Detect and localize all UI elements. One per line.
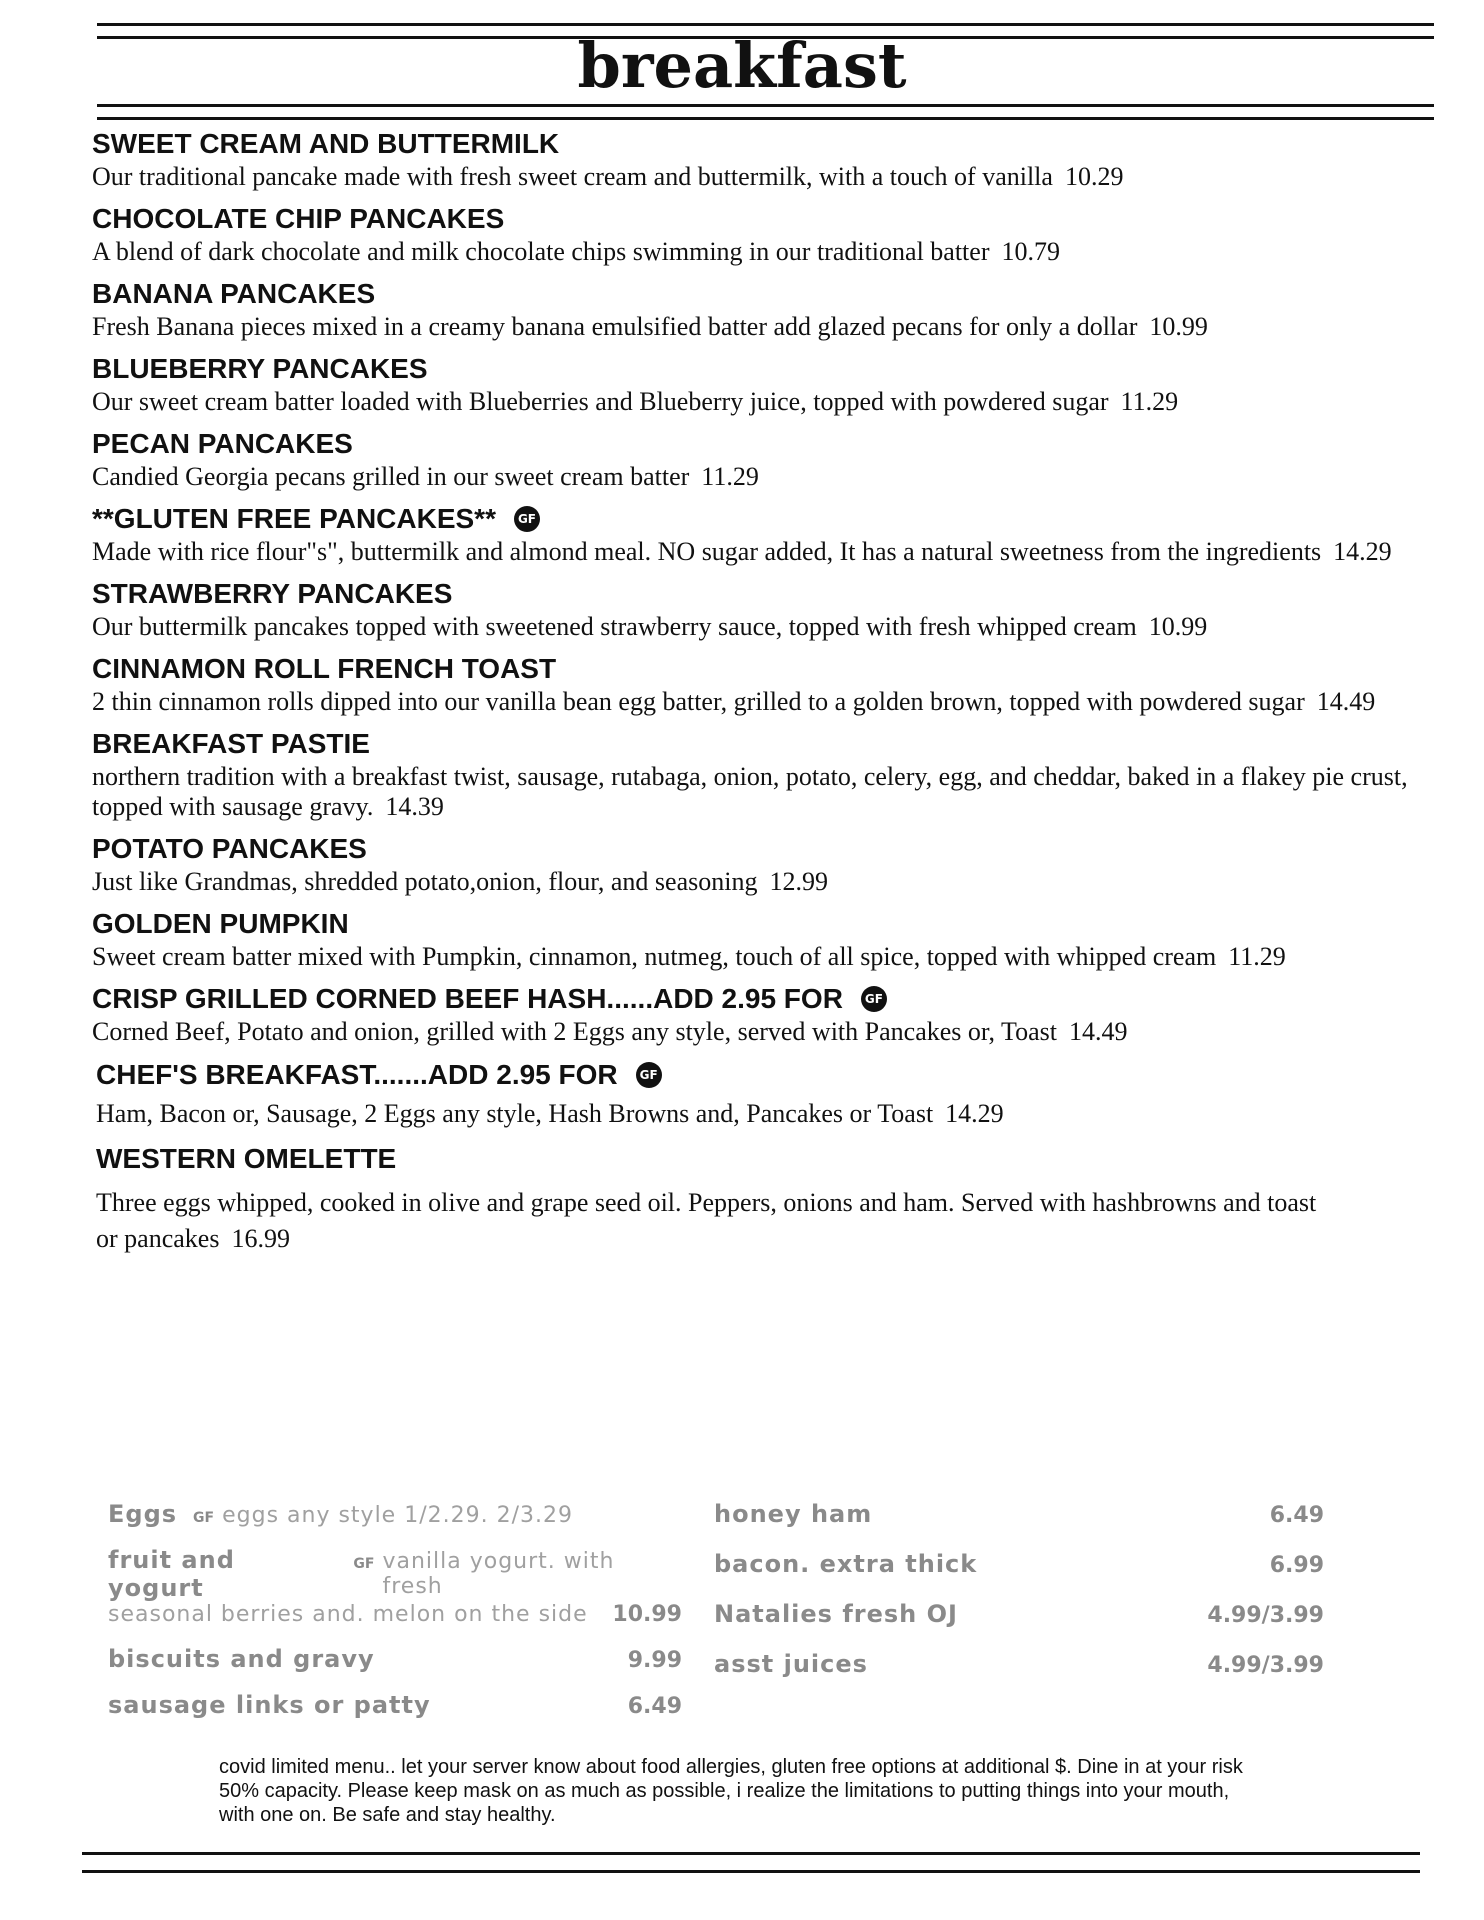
item-description: Three eggs whipped, cooked in olive and grape seed oil. Peppers, onions and ham. Served with hashbrowns and toast or pancakes 16.99 [96,1188,1317,1253]
menu-item [92,726,1422,822]
item-description: Our buttermilk pancakes topped with sweetened strawberry sauce, topped with fresh whipped cream 10.99 [92,612,1208,641]
sides-right-column [714,1500,1384,1700]
item-price: 16.99 [231,1224,290,1253]
side-price: 10.99 [612,1602,682,1627]
gluten-free-mark: GF [353,1556,375,1572]
item-price: 11.29 [1120,387,1179,416]
side-price: 6.49 [627,1694,682,1719]
side-price: 6.49 [1269,1503,1324,1528]
item-description: Our sweet cream batter loaded with Blueberries and Blueberry juice, topped with powdered sugar 11.29 [92,387,1179,416]
item-price: 14.29 [1333,537,1392,566]
item-description: Our traditional pancake made with fresh sweet cream and buttermilk, with a touch of vanilla 10.29 [92,162,1124,191]
item-price: 10.29 [1064,162,1124,191]
side-name: asst juices [714,1650,868,1678]
item-price: 11.29 [1228,942,1286,971]
menu-items [92,126,1422,1266]
item-description: Sweet cream batter mixed with Pumpkin, cinnamon, nutmeg, touch of all spice, topped with whipped cream 11.29 [92,942,1286,971]
side-name: fruit and yogurt [108,1546,235,1602]
item-name: SWEET CREAM AND BUTTERMILK [92,128,560,159]
side-description: seasonal berries and. melon on the side [108,1602,588,1627]
item-name: BLUEBERRY PANCAKES [92,353,428,384]
side-item [714,1550,1384,1578]
side-item-biscuits [108,1645,682,1673]
item-name: BREAKFAST PASTIE [92,728,370,759]
side-name: bacon. extra thick [714,1550,978,1578]
bottom-rule-1 [82,1852,1420,1855]
item-price: 10.99 [1148,612,1208,641]
item-name: STRAWBERRY PANCAKES [92,578,453,609]
side-price: 9.99 [627,1648,682,1673]
menu-item [92,651,1422,717]
side-name: Natalies fresh OJ [714,1600,958,1628]
side-item [714,1650,1384,1678]
gluten-free-badge-icon: GF [636,1062,662,1088]
menu-item [92,501,1422,567]
menu-item [92,276,1422,342]
menu-item [92,981,1422,1047]
menu-item [96,1057,1422,1129]
menu-item [92,831,1422,897]
item-description: Ham, Bacon or, Sausage, 2 Eggs any style, Hash Browns and, Pancakes or Toast 14.29 [96,1099,1004,1128]
side-description: vanilla yogurt. with fresh [382,1549,615,1599]
side-name: biscuits and gravy [108,1645,375,1673]
menu-item [92,576,1422,642]
side-description: eggs any style 1/2.29. 2/3.29 [222,1503,573,1528]
item-description: 2 thin cinnamon rolls dipped into our vanilla bean egg batter, grilled to a golden brown, topped with powdered sugar 14.49 [92,687,1376,716]
item-name: PECAN PANCAKES [92,428,353,459]
item-description: Made with rice flour"s", buttermilk and almond meal. NO sugar added, It has a natural sweetness from the ingredients 14.29 [92,537,1392,566]
item-description: Candied Georgia pecans grilled in our sweet cream batter 11.29 [92,462,759,491]
sides-left-column [108,1500,682,1737]
side-price: 4.99/3.99 [1207,1603,1324,1628]
side-name: Eggs [108,1500,178,1528]
item-description: Just like Grandmas, shredded potato,onion, flour, and seasoning 12.99 [92,867,828,896]
item-description: Corned Beef, Potato and onion, grilled with 2 Eggs any style, served with Pancakes or, Toast 14.49 [92,1017,1128,1046]
bottom-rule-2 [82,1870,1420,1873]
item-price: 14.49 [1316,687,1376,716]
gluten-free-mark: GF [193,1510,215,1526]
menu-item [92,906,1422,972]
menu-item [92,351,1422,417]
item-name: POTATO PANCAKES [92,833,367,864]
covid-note: covid limited menu.. let your server know about food allergies, gluten free options at additional $. Dine in at your risk 50% capacity. Please keep mask on as much as possible, i realize the limitations to putting things into your mouth, with one on. Be safe and stay healthy. [219,1756,1243,1826]
item-price: 12.99 [769,867,828,896]
item-price: 14.49 [1068,1017,1128,1046]
side-name: honey ham [714,1500,873,1528]
menu-item [92,201,1422,267]
item-price: 11.29 [701,462,759,491]
item-name: CHEF'S BREAKFAST.......ADD 2.95 FOR GF [96,1057,1422,1093]
item-price: 10.99 [1149,312,1208,341]
menu-item [92,126,1422,192]
title-rule-2 [97,117,1434,120]
item-price: 14.29 [945,1099,1004,1128]
item-name: CRISP GRILLED CORNED BEEF HASH......ADD 2.95 FOR GF [92,981,1422,1017]
item-price: 10.79 [1001,237,1060,266]
page-title: breakfast [577,29,907,102]
side-item [714,1500,1384,1528]
item-name: GOLDEN PUMPKIN [92,908,349,939]
item-description: A blend of dark chocolate and milk chocolate chips swimming in our traditional batter 10.79 [92,237,1060,266]
item-name: CINNAMON ROLL FRENCH TOAST [92,653,557,684]
side-item-sausage [108,1691,682,1719]
item-description: northern tradition with a breakfast twist, sausage, rutabaga, onion, potato, celery, egg, and cheddar, baked in a flakey pie crust, topped with sausage gravy. 14.39 [92,762,1408,821]
item-price: 14.39 [385,792,444,821]
side-price: 6.99 [1269,1553,1324,1578]
gluten-free-badge-icon: GF [861,986,887,1012]
menu-item [92,426,1422,492]
top-rule-1 [97,23,1434,26]
side-item [714,1600,1384,1628]
gluten-free-badge-icon: GF [514,506,540,532]
item-name: **GLUTEN FREE PANCAKES** GF [92,501,1422,537]
item-name: BANANA PANCAKES [92,278,376,309]
item-name: CHOCOLATE CHIP PANCAKES [92,203,505,234]
side-item-fruit [108,1546,682,1627]
side-item-eggs [108,1500,682,1528]
side-price: 4.99/3.99 [1207,1653,1324,1678]
side-name: sausage links or patty [108,1691,431,1719]
menu-item [96,1141,1422,1257]
item-name: WESTERN OMELETTE [96,1143,397,1174]
title-rule-1 [97,104,1434,107]
item-description: Fresh Banana pieces mixed in a creamy banana emulsified batter add glazed pecans for only a dollar 10.99 [92,312,1208,341]
